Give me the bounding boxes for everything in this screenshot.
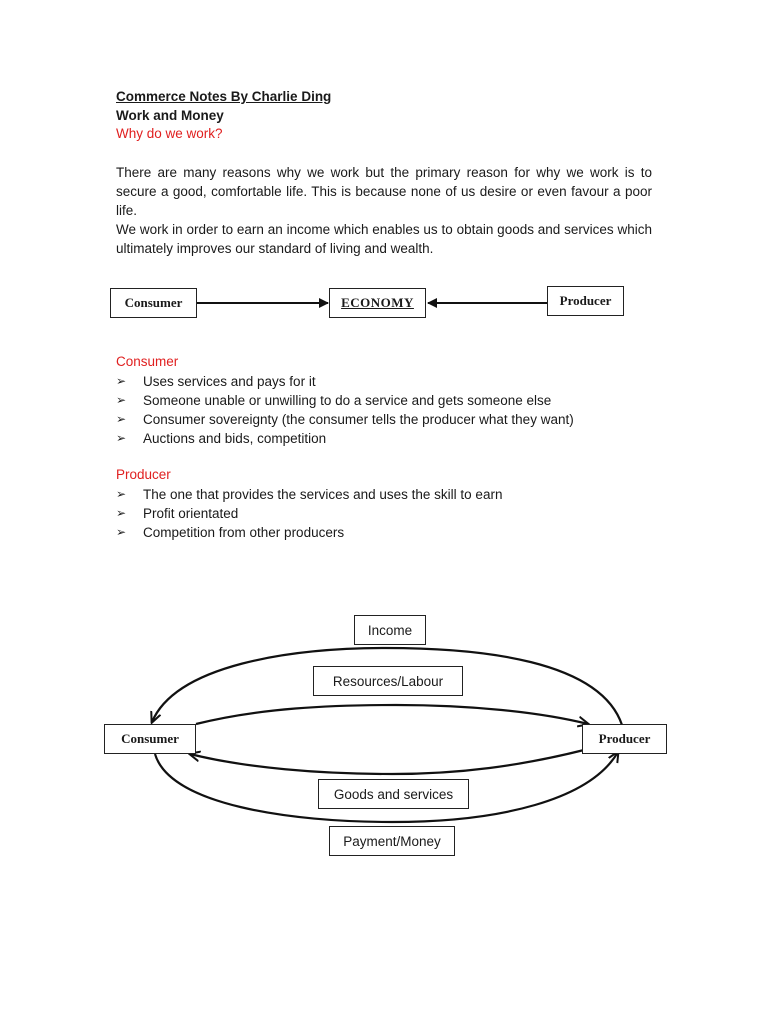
arrow-bullet-icon: ➢ — [116, 393, 127, 407]
list-item: ➢ The one that provides the services and uses the skill to earn — [116, 487, 503, 502]
producer-list — [116, 485, 502, 542]
economy-center-box — [329, 288, 426, 318]
document-title: Commerce Notes By Charlie Ding — [116, 89, 332, 104]
list-item: ➢ Consumer sovereignty (the consumer tells the producer what they want) — [116, 412, 574, 427]
inner-bottom-arc — [190, 750, 584, 774]
goods-box — [318, 779, 469, 809]
arrow-bullet-icon: ➢ — [116, 525, 127, 539]
intro-paragraph-1: There are many reasons why we work but the primary reason for why we work is to secure a good, comfortable life. This is because none of us desire or even favour a poor life. — [116, 165, 652, 218]
list-item: ➢ Profit orientated — [116, 506, 239, 521]
flow-consumer-box — [104, 724, 196, 754]
arrow-bullet-icon: ➢ — [116, 412, 127, 426]
list-item: ➢ Someone unable or unwilling to do a service and gets someone else — [116, 393, 552, 408]
section-question: Why do we work? — [116, 126, 223, 141]
intro-paragraph-2: We work in order to earn an income which enables us to obtain goods and services which ultimately improves our standard of living and wealth. — [116, 222, 652, 256]
list-item: ➢ Uses services and pays for it — [116, 374, 316, 389]
payment-box — [329, 826, 455, 856]
flow-consumer-label: Consumer — [121, 731, 179, 746]
producer-heading: Producer — [116, 467, 171, 482]
resources-label: Resources/Labour — [332, 673, 444, 689]
economy-consumer-box — [110, 288, 197, 318]
economy-producer-box — [547, 286, 624, 316]
arrow-bullet-icon: ➢ — [116, 487, 127, 501]
list-item: ➢ Competition from other producers — [116, 525, 345, 540]
arrow-bullet-icon: ➢ — [116, 506, 127, 520]
flow-producer-label: Producer — [598, 731, 651, 746]
consumer-heading: Consumer — [116, 354, 179, 369]
income-box — [354, 615, 426, 645]
economy-consumer-label: Consumer — [124, 295, 183, 310]
document-subtitle: Work and Money — [116, 108, 224, 123]
economy-producer-label: Producer — [559, 293, 612, 308]
list-item: ➢ Auctions and bids, competition — [116, 431, 327, 446]
arrow-bullet-icon: ➢ — [116, 431, 127, 445]
economy-center-label: ECONOMY — [341, 295, 414, 310]
consumer-list — [116, 372, 574, 448]
inner-top-arc — [196, 705, 588, 724]
income-label: Income — [367, 622, 413, 638]
resources-box — [313, 666, 463, 696]
flow-producer-box — [582, 724, 667, 754]
arrow-bullet-icon: ➢ — [116, 374, 127, 388]
payment-label: Payment/Money — [343, 833, 441, 849]
goods-label: Goods and services — [333, 786, 454, 802]
